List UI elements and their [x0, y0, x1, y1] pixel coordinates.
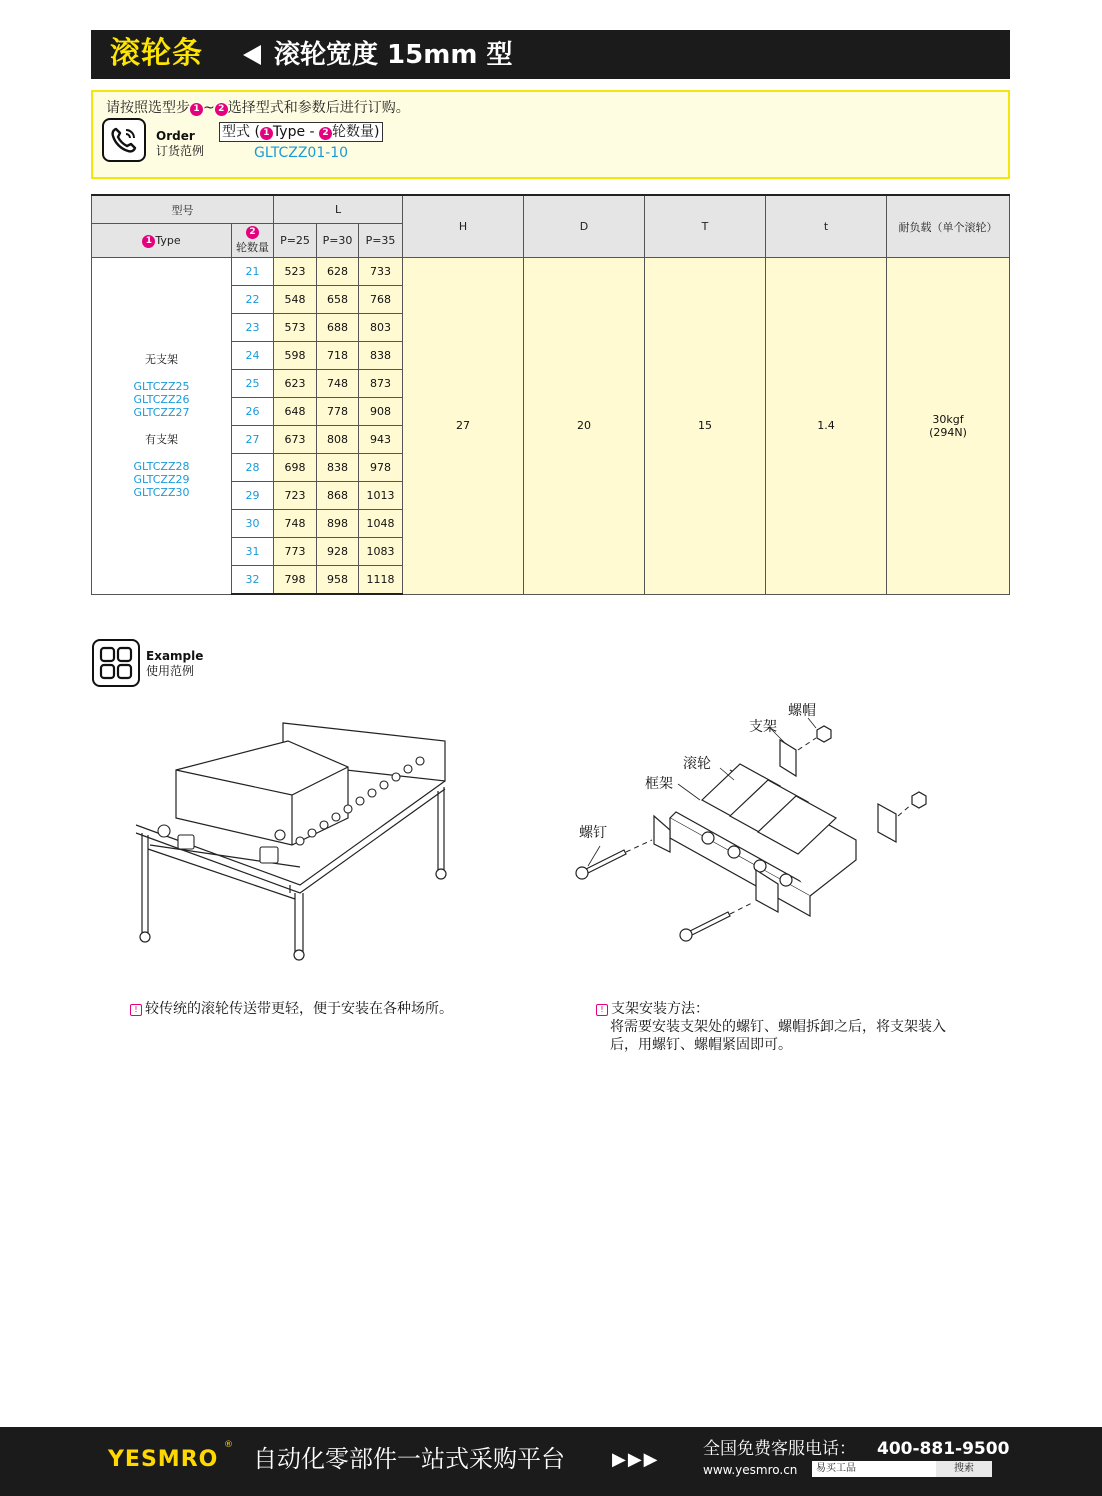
wheel-count-cell: 30 [232, 510, 274, 538]
instruction-text: 请按照选型步 [106, 100, 190, 116]
step-1-badge: 1 [260, 127, 273, 140]
note-install-title: 支架安装方法： [611, 1001, 709, 1017]
triple-arrow-icon: ▶▶▶ [612, 1449, 660, 1470]
brand-logo: YESMRO [108, 1447, 219, 1472]
model-code: GLTCZZ26 [133, 392, 190, 406]
length-p35-cell: 1118 [359, 566, 403, 595]
instruction-text-end: 选择型式和参数后进行订购。 [227, 100, 410, 116]
length-p35-cell: 733 [359, 258, 403, 286]
length-p30-cell: 658 [317, 286, 359, 314]
format-type: Type - [272, 124, 320, 140]
grid-icon [92, 639, 140, 687]
length-p25-cell: 623 [274, 370, 317, 398]
length-p25-cell: 523 [274, 258, 317, 286]
label-nut: 螺帽 [788, 703, 816, 719]
note-usage [130, 1000, 453, 1018]
step-2-badge: 2 [246, 226, 259, 239]
length-p25-cell: 773 [274, 538, 317, 566]
page-title: 滚轮条 [110, 36, 203, 71]
left-triangle-icon [243, 45, 261, 65]
wheel-count-cell: 27 [232, 426, 274, 454]
wheel-count-cell: 31 [232, 538, 274, 566]
length-p35-cell: 943 [359, 426, 403, 454]
header-H: H [403, 195, 524, 258]
wheel-count-cell: 28 [232, 454, 274, 482]
t-value-cell: 1.4 [766, 258, 887, 595]
header-type [92, 224, 232, 258]
length-p30-cell: 928 [317, 538, 359, 566]
registered-mark: ® [224, 1440, 233, 1450]
length-p30-cell: 808 [317, 426, 359, 454]
wheel-count-cell: 22 [232, 286, 274, 314]
note-marker-icon: ! [596, 1004, 608, 1016]
step-1-badge: 1 [190, 103, 203, 116]
length-p30-cell: 778 [317, 398, 359, 426]
wheel-count-cell: 29 [232, 482, 274, 510]
length-p35-cell: 838 [359, 342, 403, 370]
header-p30: P=30 [317, 224, 359, 258]
length-p35-cell: 768 [359, 286, 403, 314]
length-p35-cell: 1048 [359, 510, 403, 538]
length-p25-cell: 598 [274, 342, 317, 370]
note-marker-icon: ! [130, 1004, 142, 1016]
wheel-count-cell: 25 [232, 370, 274, 398]
page-subtitle: 滚轮宽度 15mm 型 [274, 40, 513, 70]
conveyor-table-illustration [120, 715, 480, 980]
length-p25-cell: 648 [274, 398, 317, 426]
note-usage-text: 较传统的滚轮传送带更轻，便于安装在各种场所。 [145, 1001, 453, 1017]
header-T: T [645, 195, 766, 258]
order-example-code: GLTCZZ01-10 [254, 145, 349, 161]
footer-slogan: 自动化零部件一站式采购平台 [253, 1445, 565, 1473]
T-value-cell: 15 [645, 258, 766, 595]
length-p25-cell: 548 [274, 286, 317, 314]
header-type-label: Type [155, 233, 181, 247]
phone-icon [102, 118, 146, 162]
length-p35-cell: 1013 [359, 482, 403, 510]
length-p30-cell: 868 [317, 482, 359, 510]
phone-number: 400-881-9500 [877, 1439, 1010, 1459]
length-p35-cell: 873 [359, 370, 403, 398]
length-p30-cell: 958 [317, 566, 359, 595]
example-label-en: Example [146, 649, 204, 663]
step-2-badge: 2 [319, 127, 332, 140]
load-value-cell [887, 258, 1010, 595]
wheel-count-cell: 26 [232, 398, 274, 426]
length-p35-cell: 978 [359, 454, 403, 482]
length-p35-cell: 1083 [359, 538, 403, 566]
length-p25-cell: 798 [274, 566, 317, 595]
search-button[interactable]: 搜索 [936, 1461, 992, 1477]
D-value-cell: 20 [524, 258, 645, 595]
length-p35-cell: 803 [359, 314, 403, 342]
label-screw: 螺钉 [579, 825, 607, 841]
length-p30-cell: 898 [317, 510, 359, 538]
page-header-bar [91, 30, 1010, 79]
note-install-line1: 将需要安装支架处的螺钉、螺帽拆卸之后，将支架装入 [610, 1019, 946, 1035]
website-url[interactable]: www.yesmro.cn [703, 1463, 798, 1477]
type-group-no-bracket: 无支架 [145, 352, 178, 366]
load-kgf: 30kgf [932, 412, 964, 426]
header-count [232, 224, 274, 258]
length-p25-cell: 673 [274, 426, 317, 454]
length-p25-cell: 723 [274, 482, 317, 510]
wheel-count-cell: 24 [232, 342, 274, 370]
instruction-tilde: ~ [203, 100, 215, 116]
H-value-cell: 27 [403, 258, 524, 595]
model-code: GLTCZZ27 [133, 405, 190, 419]
model-code: GLTCZZ30 [133, 485, 190, 499]
spec-table-body [92, 258, 1010, 595]
bracket-assembly-illustration [560, 700, 980, 955]
label-frame: 框架 [645, 776, 673, 792]
wheel-count-cell: 21 [232, 258, 274, 286]
header-count-label: 轮数量 [236, 241, 269, 254]
wheel-count-cell: 32 [232, 566, 274, 595]
order-label-cn: 订货范例 [156, 144, 205, 158]
type-group-with-bracket: 有支架 [145, 432, 178, 446]
model-code: GLTCZZ29 [133, 472, 190, 486]
step-2-badge: 2 [215, 103, 228, 116]
type-cell [92, 258, 232, 595]
model-code: GLTCZZ28 [133, 459, 190, 473]
note-bracket-install [596, 1000, 976, 1054]
header-t: t [766, 195, 887, 258]
length-p30-cell: 688 [317, 314, 359, 342]
length-p30-cell: 838 [317, 454, 359, 482]
length-p25-cell: 698 [274, 454, 317, 482]
order-label-en: Order [156, 129, 195, 143]
length-p25-cell: 573 [274, 314, 317, 342]
search-input[interactable]: 易买工品 [812, 1461, 936, 1477]
phone-label: 全国免费客服电话： [703, 1439, 856, 1459]
step-1-badge: 1 [142, 235, 155, 248]
example-label-cn: 使用范例 [146, 664, 195, 678]
label-bracket: 支架 [749, 719, 777, 735]
length-p25-cell: 748 [274, 510, 317, 538]
header-D: D [524, 195, 645, 258]
order-format [219, 122, 383, 142]
label-roller: 滚轮 [683, 756, 711, 772]
model-code: GLTCZZ25 [133, 379, 190, 393]
length-p30-cell: 718 [317, 342, 359, 370]
order-instruction [106, 99, 410, 117]
load-newton: (294N) [929, 425, 967, 439]
table-row [92, 258, 1010, 286]
format-prefix: 型式 ( [222, 124, 260, 140]
wheel-count-cell: 23 [232, 314, 274, 342]
header-L: L [274, 195, 403, 224]
length-p30-cell: 628 [317, 258, 359, 286]
format-count: 轮数量) [332, 124, 380, 140]
header-model: 型号 [92, 195, 274, 224]
header-p25: P=25 [274, 224, 317, 258]
header-p35: P=35 [359, 224, 403, 258]
spec-table [91, 194, 1010, 595]
length-p30-cell: 748 [317, 370, 359, 398]
header-load: 耐负载（单个滚轮） [887, 195, 1010, 258]
length-p35-cell: 908 [359, 398, 403, 426]
note-install-line2: 后，用螺钉、螺帽紧固即可。 [610, 1037, 792, 1053]
